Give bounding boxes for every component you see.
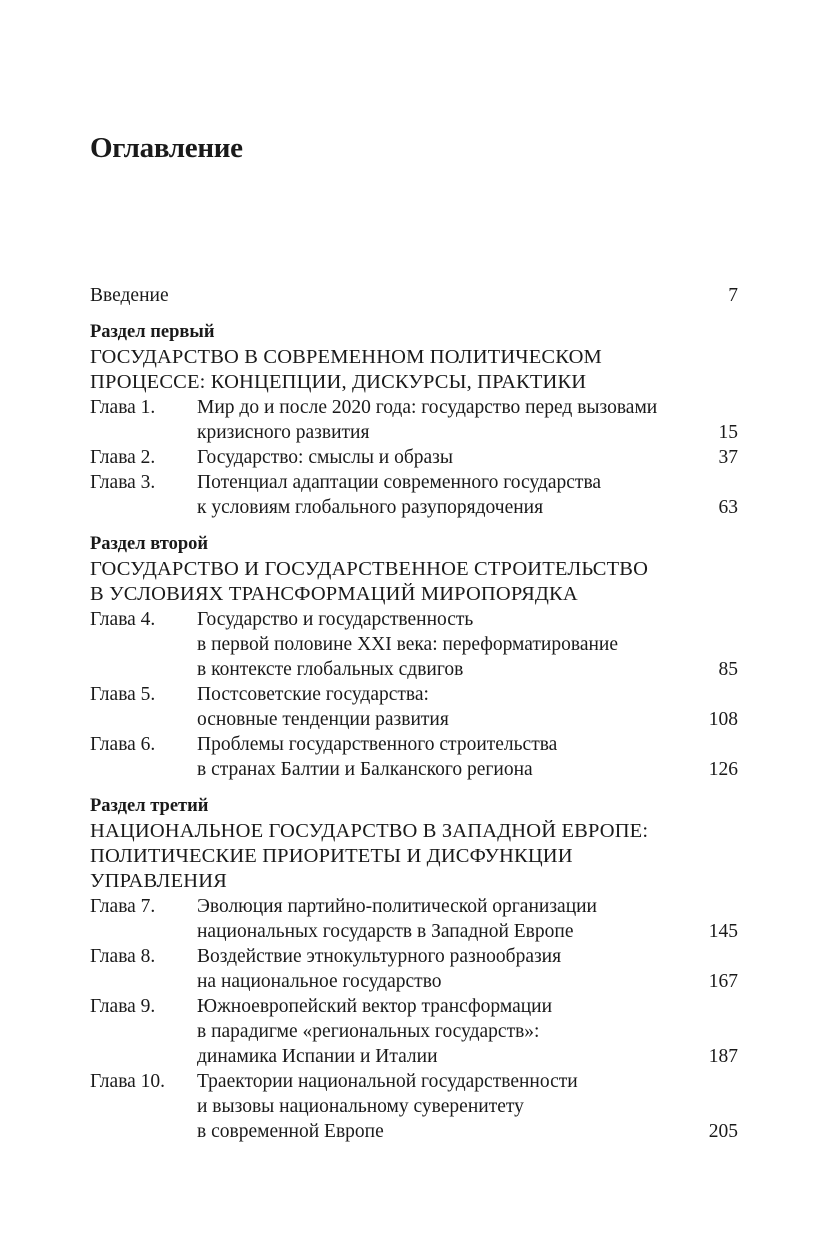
chapter-line <box>90 607 738 632</box>
chapter-line <box>90 445 738 470</box>
toc-section <box>90 320 738 520</box>
page-number: 108 <box>708 709 738 730</box>
chapter-label: Глава 4. <box>90 609 156 630</box>
chapter-title: Постсоветские государства: <box>197 684 429 705</box>
chapter-line <box>90 994 738 1019</box>
toc-entry-chapter[interactable] <box>90 445 738 470</box>
chapter-label: Глава 2. <box>90 447 156 468</box>
chapter-title: кризисного развития <box>197 422 370 443</box>
chapter-title: Эволюция партийно-политической организации <box>197 896 597 917</box>
chapter-line <box>90 1044 738 1069</box>
toc-entry-chapter[interactable] <box>90 607 738 682</box>
section-title-line: УПРАВЛЕНИЯ <box>90 870 228 892</box>
toc-entry-chapter[interactable] <box>90 1069 738 1144</box>
chapter-line <box>90 732 738 757</box>
toc-section <box>90 532 738 782</box>
section-label: Раздел первый <box>90 322 215 342</box>
page-number: 167 <box>708 971 738 992</box>
chapter-title: Траектории национальной государственности <box>197 1071 578 1092</box>
chapter-title: Мир до и после 2020 года: государство перед вызовами <box>197 397 658 418</box>
section-label: Раздел второй <box>90 534 209 554</box>
chapter-title: в странах Балтии и Балканского региона <box>197 759 533 780</box>
section-title-line: В УСЛОВИЯХ ТРАНСФОРМАЦИЙ МИРОПОРЯДКА <box>90 583 578 605</box>
section-title-line: ГОСУДАРСТВО В СОВРЕМЕННОМ ПОЛИТИЧЕСКОМ <box>90 346 602 368</box>
chapter-line <box>90 1094 738 1119</box>
page-number: 37 <box>718 447 738 468</box>
chapter-line <box>90 919 738 944</box>
section-label: Раздел третий <box>90 796 209 816</box>
chapter-title: Южноевропейский вектор трансформации <box>197 996 553 1017</box>
page-number: 7 <box>728 285 738 306</box>
chapter-line <box>90 657 738 682</box>
page-number: 15 <box>718 422 738 443</box>
chapter-line <box>90 944 738 969</box>
chapter-label: Глава 5. <box>90 684 156 705</box>
chapter-title: динамика Испании и Италии <box>197 1046 438 1067</box>
chapter-line <box>90 632 738 657</box>
toc-entry-chapter[interactable] <box>90 470 738 520</box>
chapter-title: в парадигме «региональных государств»: <box>197 1021 540 1042</box>
page-number: 85 <box>718 659 738 680</box>
page-number: 126 <box>708 759 738 780</box>
page-number: 187 <box>708 1046 738 1067</box>
toc-entry-chapter[interactable] <box>90 682 738 732</box>
chapter-label: Глава 9. <box>90 996 156 1017</box>
page-number: 63 <box>718 497 738 518</box>
toc-entry-chapter[interactable] <box>90 732 738 782</box>
toc-entry-chapter[interactable] <box>90 994 738 1069</box>
toc-section <box>90 794 738 1144</box>
chapter-line <box>90 682 738 707</box>
section-title-line: НАЦИОНАЛЬНОЕ ГОСУДАРСТВО В ЗАПАДНОЙ ЕВРОПЕ: <box>90 820 649 842</box>
chapter-label: Глава 7. <box>90 896 156 917</box>
chapter-label: Глава 8. <box>90 946 156 967</box>
chapter-title: и вызовы национальному суверенитету <box>197 1096 524 1117</box>
toc-entry-chapter[interactable] <box>90 944 738 994</box>
chapter-title: в контексте глобальных сдвигов <box>197 659 464 680</box>
chapter-title: к условиям глобального разупорядочения <box>197 497 544 518</box>
chapter-title: Государство и государственность <box>197 609 474 630</box>
chapter-line <box>90 1069 738 1094</box>
chapter-label: Глава 3. <box>90 472 156 493</box>
table-of-contents <box>90 283 738 1144</box>
chapter-line <box>90 495 738 520</box>
chapter-label: Глава 6. <box>90 734 156 755</box>
chapter-line <box>90 1019 738 1044</box>
section-title-line: ПОЛИТИЧЕСКИЕ ПРИОРИТЕТЫ И ДИСФУНКЦИИ <box>90 845 573 867</box>
chapter-title: Потенциал адаптации современного государства <box>197 472 602 493</box>
chapter-line <box>90 470 738 495</box>
chapter-label: Глава 1. <box>90 397 156 418</box>
toc-entry-chapter[interactable] <box>90 395 738 445</box>
toc-sections <box>90 320 738 1144</box>
page-number: 145 <box>708 921 738 942</box>
chapter-line <box>90 969 738 994</box>
chapter-title: Проблемы государственного строительства <box>197 734 558 755</box>
chapter-title: в первой половине XXI века: переформатирование <box>197 634 619 655</box>
chapter-title: на национальное государство <box>197 971 442 992</box>
toc-entry-introduction[interactable] <box>90 283 738 308</box>
chapter-line <box>90 1119 738 1144</box>
chapter-line <box>90 757 738 782</box>
chapter-line <box>90 707 738 732</box>
toc-entry-chapter[interactable] <box>90 894 738 944</box>
chapter-label: Глава 10. <box>90 1071 166 1092</box>
section-title-line: ГОСУДАРСТВО И ГОСУДАРСТВЕННОЕ СТРОИТЕЛЬСТВО <box>90 558 649 580</box>
chapter-title: национальных государств в Западной Европе <box>197 921 574 942</box>
chapter-title: Воздействие этнокультурного разнообразия <box>197 946 562 967</box>
chapter-title: основные тенденции развития <box>197 709 449 730</box>
chapter-line <box>90 894 738 919</box>
chapter-line <box>90 395 738 420</box>
section-title-line: ПРОЦЕССЕ: КОНЦЕПЦИИ, ДИСКУРСЫ, ПРАКТИКИ <box>90 371 587 393</box>
chapter-title: Государство: смыслы и образы <box>197 447 453 468</box>
chapter-title: в современной Европе <box>197 1121 384 1142</box>
page-number: 205 <box>708 1121 738 1142</box>
entry-text: Введение <box>90 285 169 306</box>
chapter-line <box>90 420 738 445</box>
page-title: Оглавление <box>90 132 243 164</box>
